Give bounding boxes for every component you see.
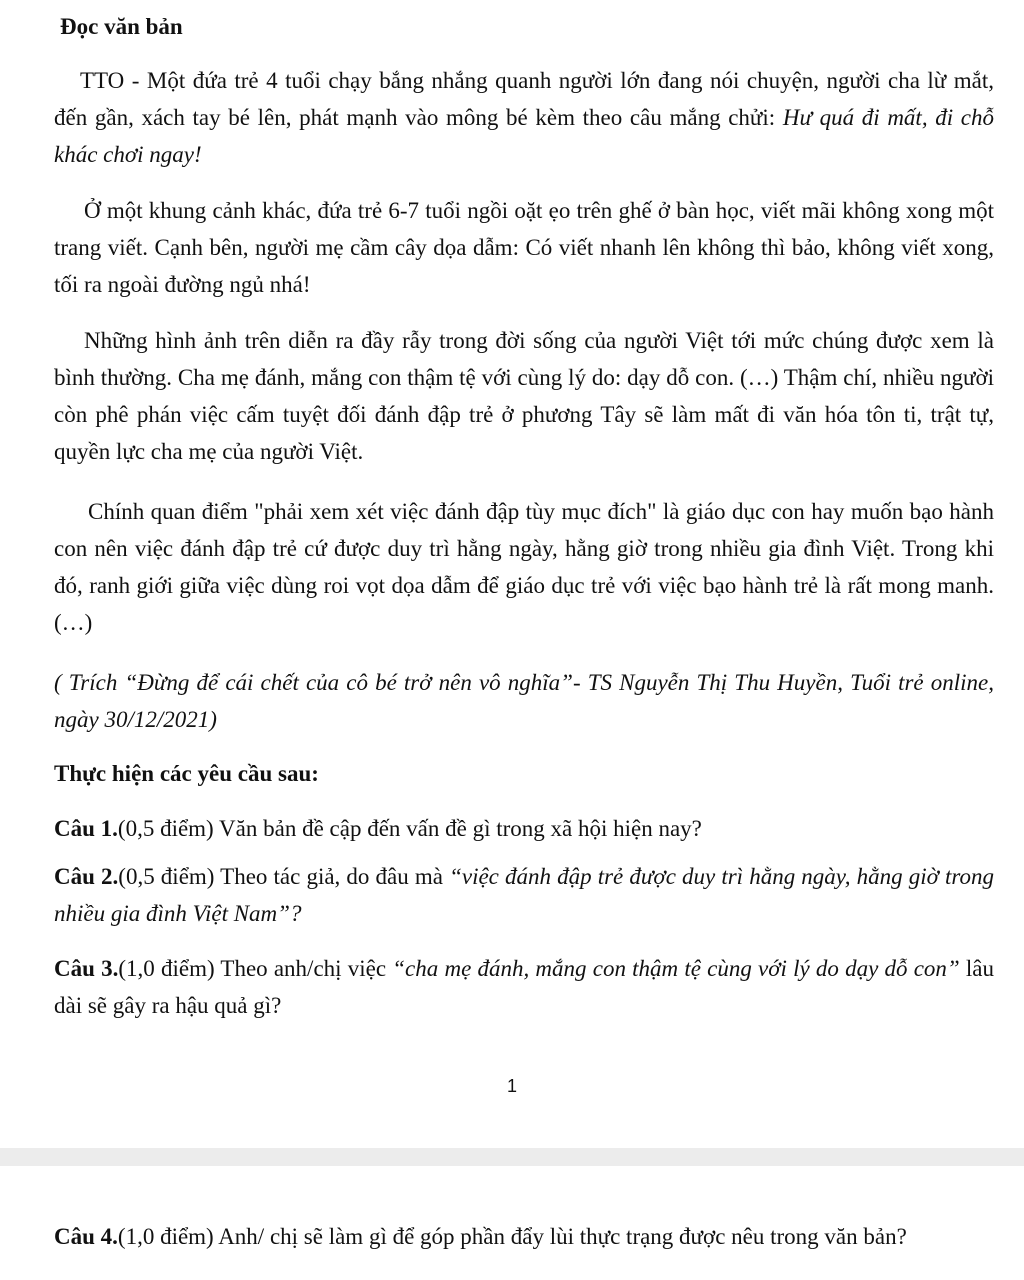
page-separator: [0, 1148, 1024, 1166]
question-2-label: Câu 2.: [54, 864, 119, 889]
question-3-text: (1,0 điểm) Theo anh/chị việc: [118, 956, 393, 981]
question-3-quote: “cha mẹ đánh, mắng con thậm tệ cùng với lý do dạy dỗ con”: [392, 956, 960, 981]
question-1-text: (0,5 điểm) Văn bản đề cập đến vấn đề gì trong xã hội hiện nay?: [117, 816, 702, 841]
paragraph-1-text: TTO - Một đứa trẻ 4 tuổi chạy bắng nhắng quanh người lớn đang nói chuyện, người cha lừ mắt, đến gần, xách tay bé lên, phát mạnh vào mông bé kèm theo câu mắng chửi:: [54, 68, 994, 130]
question-4-label: Câu 4.: [54, 1224, 118, 1249]
question-2: [54, 858, 994, 932]
page-number: 1: [506, 1076, 517, 1096]
question-3-label: Câu 3.: [54, 956, 119, 981]
question-2-quote: “việc đánh đập trẻ được duy trì hằng ngày, hằng giờ trong nhiều gia đình Việt Nam”?: [54, 864, 994, 926]
source-citation: ( Trích “Đừng để cái chết của cô bé trở nên vô nghĩa”- TS Nguyễn Thị Thu Huyền, Tuổi trẻ online, ngày 30/12/2021): [54, 670, 994, 732]
paragraph-1-quote: Hư quá đi mất, đi chỗ khác chơi ngay!: [54, 105, 994, 167]
question-3: [54, 950, 994, 1024]
question-2-text: (0,5 điểm) Theo tác giả, do đâu mà: [118, 864, 450, 889]
question-1-label: Câu 1.: [54, 816, 118, 841]
paragraph-1: [54, 62, 994, 173]
question-4-text: (1,0 điểm) Anh/ chị sẽ làm gì để góp phần đẩy lùi thực trạng được nêu trong văn bản?: [117, 1224, 907, 1249]
question-3-tail: lâu dài sẽ gây ra hậu quả gì?: [54, 956, 995, 1018]
requirements-heading: Thực hiện các yêu cầu sau:: [54, 761, 319, 786]
question-1: [54, 810, 994, 847]
question-4: [54, 1218, 994, 1255]
paragraph-4: Chính quan điểm "phải xem xét việc đánh đập tùy mục đích" là giáo dục con hay muốn bạo hành con nên việc đánh đập trẻ cứ được duy trì hằng ngày, hằng giờ trong nhiều gia đình Việt. Trong khi đó, ranh giới giữa việc dùng roi vọt dọa dẫm để giáo dục trẻ với việc bạo hành trẻ là rất mong manh.(…): [54, 499, 994, 635]
paragraph-3: Những hình ảnh trên diễn ra đầy rẫy trong đời sống của người Việt tới mức chúng được xem là bình thường. Cha mẹ đánh, mắng con thậm tệ với cùng lý do: dạy dỗ con. (…) Thậm chí, nhiều người còn phê phán việc cấm tuyệt đối đánh đập trẻ ở phương Tây sẽ làm mất đi văn hóa tôn ti, trật tự, quyền lực cha mẹ của người Việt.: [54, 328, 994, 464]
section-title: Đọc văn bản: [60, 14, 183, 39]
paragraph-2: Ở một khung cảnh khác, đứa trẻ 6-7 tuổi ngồi oặt ẹo trên ghế ở bàn học, viết mãi không xong một trang viết. Cạnh bên, người mẹ cầm cây dọa dẫm: Có viết nhanh lên không thì bảo, không viết xong, tối ra ngoài đường ngủ nhá!: [54, 198, 994, 297]
